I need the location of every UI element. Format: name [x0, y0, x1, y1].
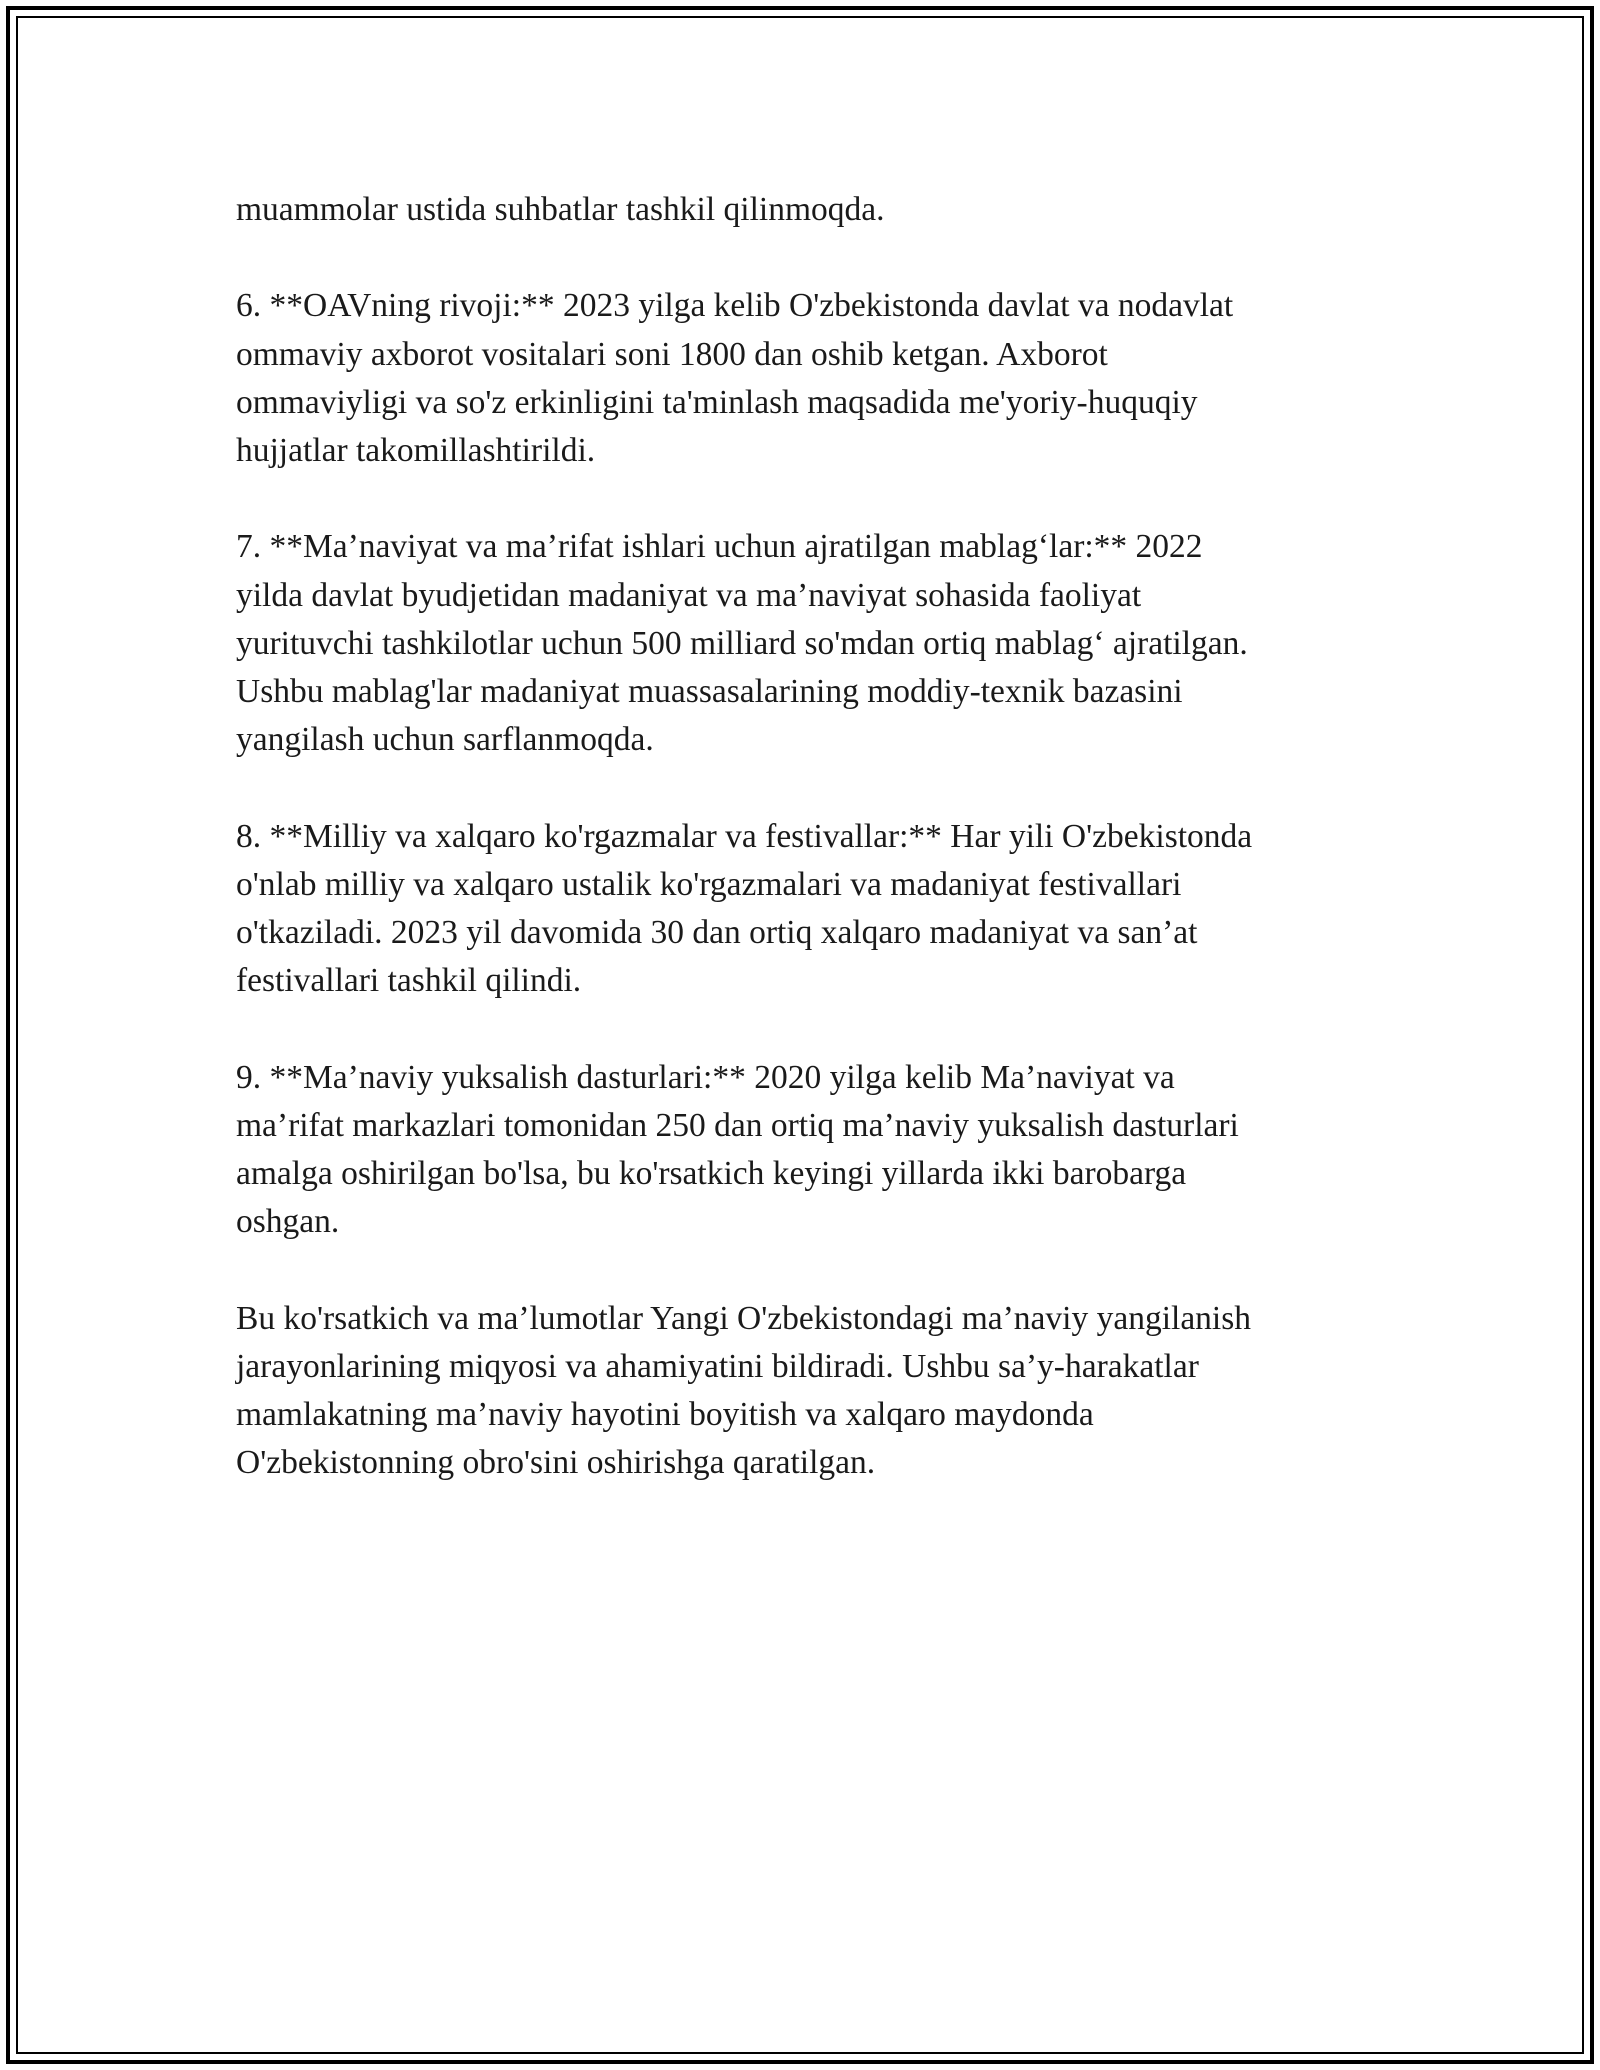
paragraph-continuation: muammolar ustida suhbatlar tashkil qilinmoqda. — [236, 191, 885, 228]
paragraph-item-7: 7. **Ma’naviyat va ma’rifat ishlari uchun ajratilgan mablag‘lar:** 2022 yilda davlat byudjetidan madaniyat va ma’naviyat sohasida faoliyat yurituvchi tashkilotlar uchun 500 milliard so'mdan ortiq mablag‘ ajratilgan. Ushbu mablag'lar madaniyat muassasalarining moddiy-texnik bazasini yangilash uchun sarflanmoqda. — [236, 528, 1248, 759]
document-body — [236, 186, 1366, 1536]
paragraph-item-8: 8. **Milliy va xalqaro ko'rgazmalar va festivallar:** Har yili O'zbekistonda o'nlab milliy va xalqaro ustalik ko'rgazmalari va madaniyat festivallari o'tkaziladi. 2023 yil davomida 30 dan ortiq xalqaro madaniyat va san’at festivallari tashkil qilindi. — [236, 817, 1253, 1000]
paragraph-item-6: 6. **OAVning rivoji:** 2023 yilga kelib O'zbekistonda davlat va nodavlat ommaviy axborot vositalari soni 1800 dan oshib ketgan. Axborot ommaviyligi va so'z erkinligini ta'minlash maqsadida me'yoriy-huquqiy hujjatlar takomillashtirildi. — [236, 287, 1234, 469]
paragraph-item-9: 9. **Ma’naviy yuksalish dasturlari:** 2020 yilga kelib Ma’naviyat va ma’rifat markazlari tomonidan 250 dan ortiq ma’naviy yuksalish dasturlari amalga oshirilgan bo'lsa, bu ko'rsatkich keyingi yillarda ikki barobarga oshgan. — [236, 1058, 1239, 1241]
paragraph-conclusion: Bu ko'rsatkich va ma’lumotlar Yangi O'zbekistondagi ma’naviy yangilanish jarayonlarining miqyosi va ahamiyatini bildiradi. Ushbu sa’y-harakatlar mamlakatning ma’naviy hayotini boyitish va xalqaro maydonda O'zbekistonning obro'sini oshirishga qaratilgan. — [236, 1299, 1252, 1482]
